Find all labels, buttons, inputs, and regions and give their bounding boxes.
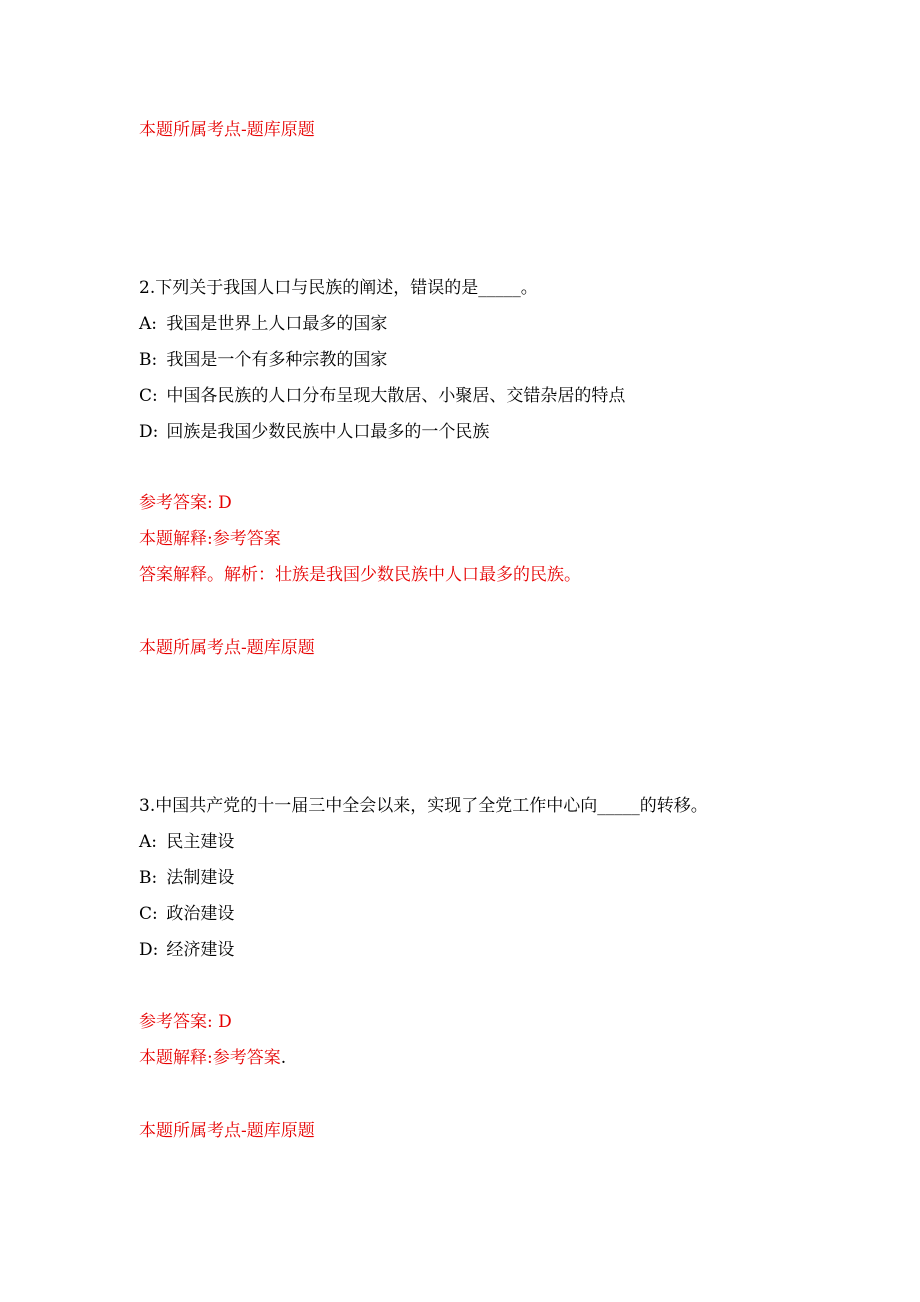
option-letter: D: xyxy=(139,940,159,960)
option-text: 中国各民族的人口分布呈现大散居、小聚居、交错杂居的特点 xyxy=(166,386,626,406)
option-text: 法制建设 xyxy=(166,868,235,888)
question-2-option-b xyxy=(139,349,387,371)
option-letter: C: xyxy=(139,386,158,406)
question-3-explain-title: 本题解释:参考答案 xyxy=(139,1048,281,1068)
question-2-explain-body: 答案解释。解析：壮族是我国少数民族中人口最多的民族。 xyxy=(139,565,581,585)
trailing-dot: . xyxy=(280,1048,287,1068)
question-3-stem: 3.中国共产党的十一届三中全会以来，实现了全党工作中心向_____的转移。 xyxy=(139,796,708,816)
option-text: 民主建设 xyxy=(166,832,235,852)
option-letter: C: xyxy=(139,904,158,924)
question-2-option-a xyxy=(139,313,387,335)
option-letter: D: xyxy=(139,422,159,442)
question-2-option-c xyxy=(139,385,625,407)
option-letter: A: xyxy=(139,314,158,334)
question-3-answer: 参考答案: D xyxy=(139,1012,232,1032)
option-text: 经济建设 xyxy=(166,940,235,960)
option-text: 回族是我国少数民族中人口最多的一个民族 xyxy=(166,422,490,442)
question-3-option-c xyxy=(139,903,234,925)
question-3-explain-line xyxy=(139,1047,286,1069)
option-letter: B: xyxy=(139,868,158,888)
question-3-option-d xyxy=(139,939,234,961)
option-letter: B: xyxy=(139,350,158,370)
question-3-option-b xyxy=(139,867,234,889)
question-2-explain-title: 本题解释:参考答案 xyxy=(139,529,281,549)
option-text: 我国是一个有多种宗教的国家 xyxy=(166,350,388,370)
topic-tag: 本题所属考点-题库原题 xyxy=(139,638,315,658)
option-text: 政治建设 xyxy=(166,904,235,924)
question-2-stem: 2.下列关于我国人口与民族的阐述，错误的是_____。 xyxy=(139,278,538,298)
topic-tag: 本题所属考点-题库原题 xyxy=(139,1121,315,1141)
option-text: 我国是世界上人口最多的国家 xyxy=(166,314,388,334)
question-2-answer: 参考答案: D xyxy=(139,493,232,513)
option-letter: A: xyxy=(139,832,158,852)
question-2-option-d xyxy=(139,421,489,443)
question-3-option-a xyxy=(139,831,234,853)
topic-tag: 本题所属考点-题库原题 xyxy=(139,120,315,140)
